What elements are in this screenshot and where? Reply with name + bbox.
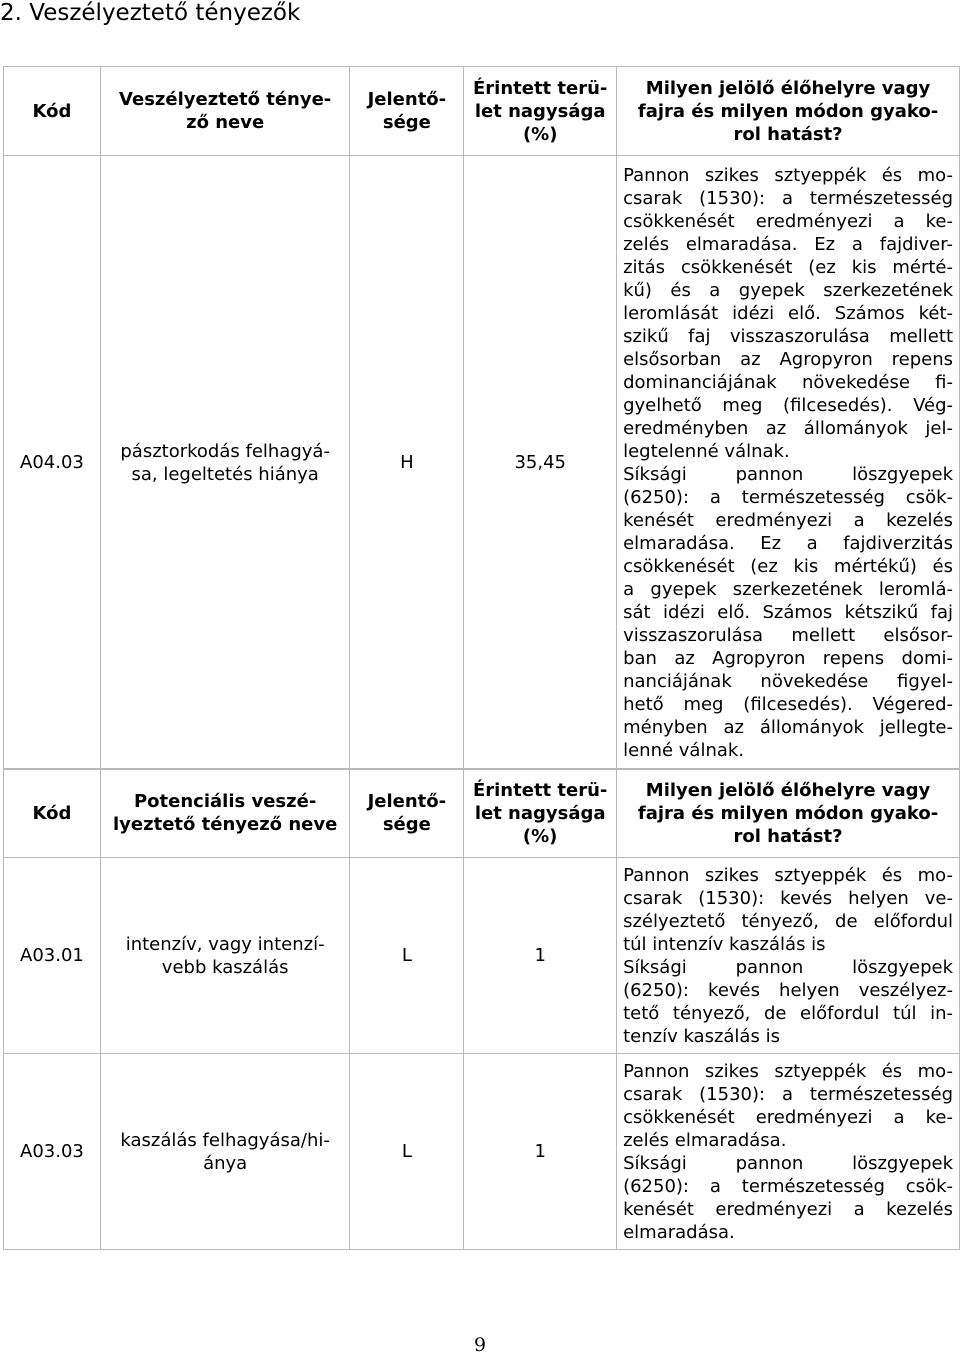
impact-1530 (623, 1060, 953, 1152)
text-line: gyelhető meg (filcesedés). Vég- (623, 394, 953, 416)
impact-1530 (623, 164, 953, 463)
text-line: leromlását idézi elő. Számos két- (623, 302, 953, 324)
text-line: csökkenését eredményezi a ke- (623, 210, 953, 232)
text-line: szélyeztető tényező, de előfordul (623, 910, 953, 932)
text-line: Pannon szikes sztyeppék és mo- (623, 864, 953, 886)
row-threat-name: intenzív, vagy intenzí- vebb kaszálás (100, 858, 350, 1054)
row-code: A03.01 (4, 858, 101, 1054)
col-header-threat-name: Veszélyeztető ténye- ző neve (100, 67, 350, 156)
text-line: zitás csökkenését (ez kis mérté- (623, 256, 953, 278)
row-impact-description (617, 858, 960, 1054)
impact-6250 (623, 956, 953, 1048)
row-impact-description (617, 1054, 960, 1250)
text-line: csökkenését eredményezi a ke- (623, 1106, 953, 1128)
table-row (4, 858, 960, 1054)
text-line: ményben az állományok jellegte- (623, 716, 953, 738)
table-row (4, 156, 960, 770)
text-line: kű) és a gyepek szerkezetének (623, 279, 953, 301)
text-line: ban az Agropyron repens domi- (623, 647, 953, 669)
col-header-affected-area: Érintett terü- let nagysága (%) (464, 769, 617, 858)
text-line: szikű faj visszaszorulása mellett (623, 325, 953, 347)
row-threat-name: pásztorkodás felhagyá- sa, legeltetés hiánya (100, 156, 350, 770)
col-header-importance: Jelentő- sége (350, 769, 464, 858)
text-line: legtelenné válnak. (623, 440, 790, 462)
impact-6250 (623, 463, 953, 762)
text-line: visszaszorulása mellett elsősor- (623, 624, 953, 646)
text-line: Síksági pannon löszgyepek (623, 1152, 953, 1174)
text-line: csarak (1530): kevés helyen ve- (623, 887, 953, 909)
text-line: elmaradása. (623, 1221, 735, 1243)
text-line: sát idézi elő. Számos kétszikű faj (623, 601, 953, 623)
text-line: a gyepek szerkezetének leromlá- (623, 578, 953, 600)
text-line: elmaradása. Ez a fajdiverzitás (623, 532, 953, 554)
text-line: tető tényező, de előfordul túl in- (623, 1002, 953, 1024)
text-line: eredményben az állományok jel- (623, 417, 953, 439)
col-header-code: Kód (4, 769, 101, 858)
row-affected-area: 1 (464, 858, 617, 1054)
row-importance: L (350, 858, 464, 1054)
text-line: Pannon szikes sztyeppék és mo- (623, 1060, 953, 1082)
col-header-impact: Milyen jelölő élőhelyre vagy fajra és milyen módon gyako- rol hatást? (617, 769, 960, 858)
text-line: Síksági pannon löszgyepek (623, 956, 953, 978)
row-code: A04.03 (4, 156, 101, 770)
col-header-impact: Milyen jelölő élőhelyre vagy fajra és milyen módon gyako- rol hatást? (617, 67, 960, 156)
table-header-row (4, 67, 960, 156)
text-line: nanciájának növekedése figyel- (623, 670, 953, 692)
col-header-potential-threat-name: Potenciális veszé- lyeztető tényező neve (100, 769, 350, 858)
text-line: tenzív kaszálás is (623, 1025, 780, 1047)
text-line: (6250): a természetesség csök- (623, 486, 953, 508)
row-affected-area: 1 (464, 1054, 617, 1250)
table-row (4, 1054, 960, 1250)
potential-threats-table (3, 768, 960, 1250)
text-line: csökkenését (ez kis mértékű) és (623, 555, 953, 577)
text-line: dominanciájának növekedése fi- (623, 371, 953, 393)
row-importance: H (350, 156, 464, 770)
row-importance: L (350, 1054, 464, 1250)
text-line: Síksági pannon löszgyepek (623, 463, 953, 485)
col-header-code: Kód (4, 67, 101, 156)
threats-table (3, 66, 960, 770)
row-impact-description (617, 156, 960, 770)
text-line: zelés elmaradása. (623, 1129, 787, 1151)
text-line: csarak (1530): a természetesség (623, 187, 953, 209)
text-line: hető meg (filcesedés). Végered- (623, 693, 953, 715)
text-line: kenését eredményezi a kezelés (623, 1198, 953, 1220)
text-line: elsősorban az Agropyron repens (623, 348, 953, 370)
text-line: csarak (1530): a természetesség (623, 1083, 953, 1105)
col-header-affected-area: Érintett terü- let nagysága (%) (464, 67, 617, 156)
page-number: 9 (473, 1334, 487, 1356)
text-line: (6250): a természetesség csök- (623, 1175, 953, 1197)
impact-6250 (623, 1152, 953, 1244)
text-line: lenné válnak. (623, 739, 745, 761)
table-header-row (4, 769, 960, 858)
text-line: Pannon szikes sztyeppék és mo- (623, 164, 953, 186)
text-line: (6250): kevés helyen veszélyez- (623, 979, 953, 1001)
impact-1530 (623, 864, 953, 956)
row-threat-name: kaszálás felhagyása/hi- ánya (100, 1054, 350, 1250)
text-line: kenését eredményezi a kezelés (623, 509, 953, 531)
text-line: túl intenzív kaszálás is (623, 933, 826, 955)
col-header-importance: Jelentő- sége (350, 67, 464, 156)
section-title: 2. Veszélyeztető tényezők (0, 0, 301, 26)
text-line: zelés elmaradása. Ez a fajdiver- (623, 233, 953, 255)
row-code: A03.03 (4, 1054, 101, 1250)
row-affected-area: 35,45 (464, 156, 617, 770)
